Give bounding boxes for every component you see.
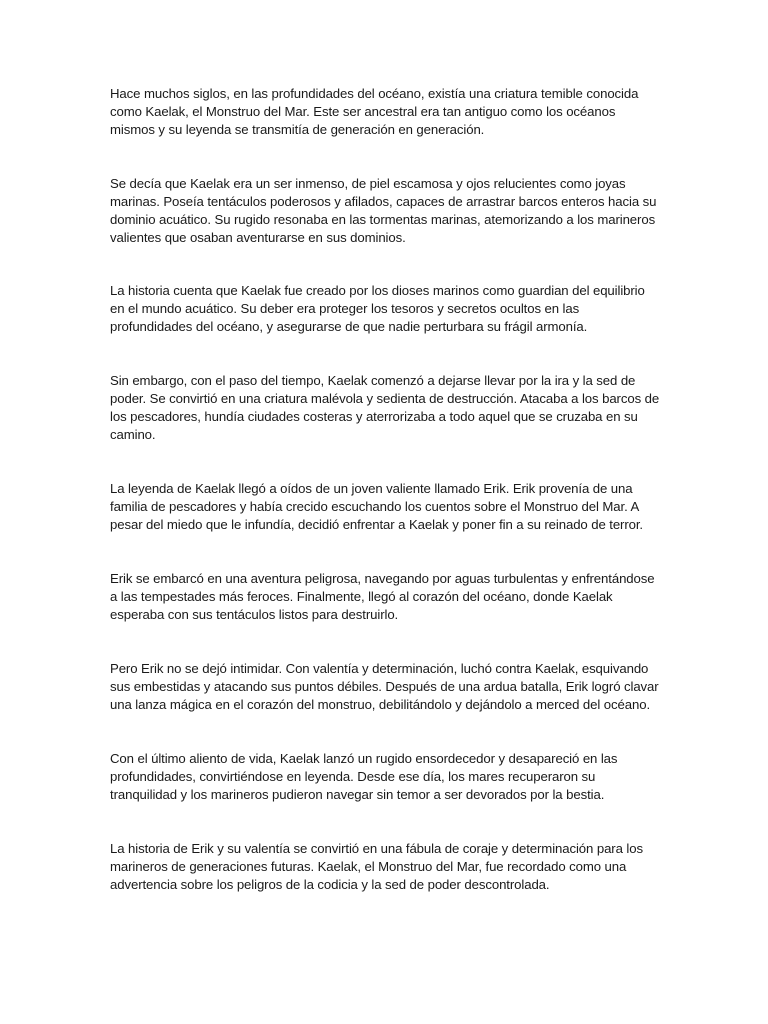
text-line: como Kaelak, el Monstruo del Mar. Este ser ancestral era tan antiguo como los océanos [110, 104, 616, 119]
text-line: marineros de generaciones futuras. Kaelak, el Monstruo del Mar, fue recordado como una [110, 859, 627, 874]
text-line: marinas. Poseía tentáculos poderosos y afilados, capaces de arrastrar barcos enteros hacia su [110, 194, 657, 209]
paragraph [110, 480, 670, 534]
text-line: sus embestidas y atacando sus puntos débiles. Después de una ardua batalla, Erik logró clavar [110, 679, 659, 694]
text-line: La historia de Erik y su valentía se convirtió en una fábula de coraje y determinación para los [110, 841, 643, 856]
paragraph [110, 840, 670, 894]
paragraph [110, 750, 670, 804]
text-line: una lanza mágica en el corazón del monstruo, debilitándolo y dejándolo a merced del océano. [110, 697, 651, 712]
paragraph [110, 570, 670, 624]
text-line: profundidades, convirtiéndose en leyenda. Desde ese día, los mares recuperaron su [110, 769, 596, 784]
text-line: camino. [110, 427, 156, 442]
paragraph [110, 660, 670, 714]
text-line: La leyenda de Kaelak llegó a oídos de un joven valiente llamado Erik. Erik provenía de una [110, 481, 633, 496]
text-line: La historia cuenta que Kaelak fue creado por los dioses marinos como guardian del equilibrio [110, 283, 645, 298]
text-line: Pero Erik no se dejó intimidar. Con valentía y determinación, luchó contra Kaelak, esquivando [110, 661, 649, 676]
paragraph [110, 282, 670, 336]
text-line: los pescadores, hundía ciudades costeras y aterrorizaba a todo aquel que se cruzaba en su [110, 409, 638, 424]
paragraph [110, 85, 670, 139]
text-line: familia de pescadores y había crecido escuchando los cuentos sobre el Monstruo del Mar. A [110, 499, 640, 514]
text-line: profundidades del océano, y asegurarse de que nadie perturbara su frágil armonía. [110, 319, 588, 334]
text-line: a las tempestades más feroces. Finalmente, llegó al corazón del océano, donde Kaelak [110, 589, 613, 604]
text-line: Hace muchos siglos, en las profundidades del océano, existía una criatura temible conocida [110, 86, 639, 101]
text-line: valientes que osaban aventurarse en sus dominios. [110, 230, 406, 245]
paragraph [110, 175, 670, 247]
text-line: Sin embargo, con el paso del tiempo, Kaelak comenzó a dejarse llevar por la ira y la sed de [110, 373, 636, 388]
text-line: pesar del miedo que le infundía, decidió enfrentar a Kaelak y poner fin a su reinado de terror. [110, 517, 643, 532]
text-line: mismos y su leyenda se transmitía de generación en generación. [110, 122, 485, 137]
paragraph [110, 372, 670, 444]
text-line: Se decía que Kaelak era un ser inmenso, de piel escamosa y ojos relucientes como joyas [110, 176, 626, 191]
text-line: Con el último aliento de vida, Kaelak lanzó un rugido ensordecedor y desapareció en las [110, 751, 618, 766]
text-line: Erik se embarcó en una aventura peligrosa, navegando por aguas turbulentas y enfrentándose [110, 571, 655, 586]
text-line: advertencia sobre los peligros de la codicia y la sed de poder descontrolada. [110, 877, 550, 892]
text-line: tranquilidad y los marineros pudieron navegar sin temor a ser devorados por la bestia. [110, 787, 605, 802]
text-line: esperaba con sus tentáculos listos para destruirlo. [110, 607, 399, 622]
text-line: poder. Se convirtió en una criatura malévola y sedienta de destrucción. Atacaba a los barcos de [110, 391, 660, 406]
text-line: en el mundo acuático. Su deber era proteger los tesoros y secretos ocultos en las [110, 301, 580, 316]
text-line: dominio acuático. Su rugido resonaba en las tormentas marinas, atemorizando a los marineros [110, 212, 656, 227]
